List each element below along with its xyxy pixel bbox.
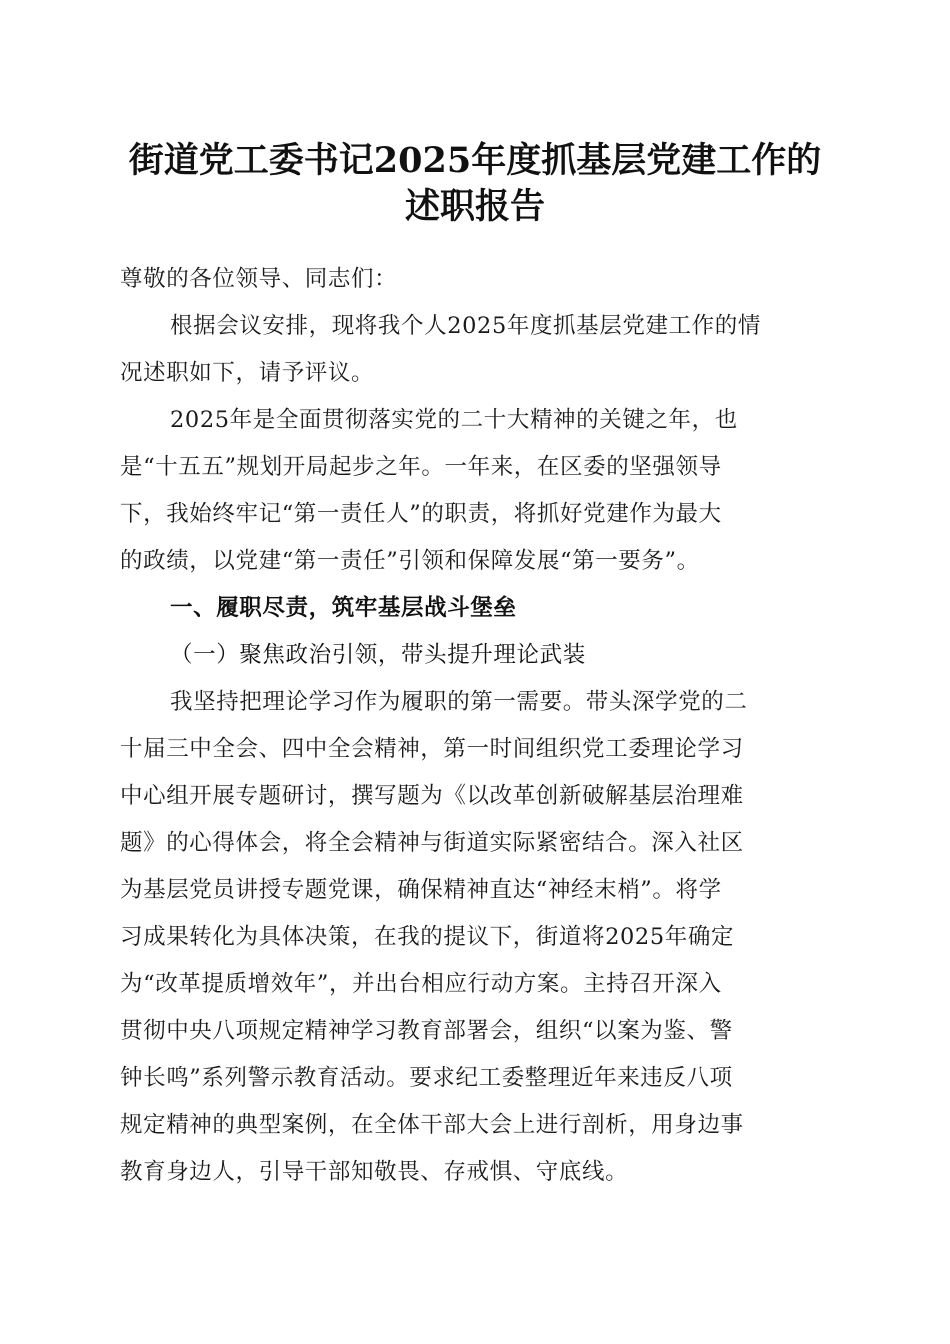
paragraph-3-line: 为“改革提质增效年”，并出台相应行动方案。主持召开深入 bbox=[120, 971, 722, 997]
subsection-heading-1: （一）聚焦政治引领，带头提升理论武装 bbox=[170, 642, 586, 668]
document-body bbox=[120, 256, 836, 1196]
paragraph-3-line: 中心组开展专题研讨，撰写题为《以改革创新破解基层治理难 bbox=[120, 783, 744, 809]
paragraph-2-line: 2025年是全面贯彻落实党的二十大精神的关键之年，也 bbox=[170, 407, 738, 433]
paragraph-2-line: 的政绩，以党建“第一责任”引领和保障发展“第一要务”。 bbox=[120, 548, 700, 574]
paragraph-2-line: 是“十五五”规划开局起步之年。一年来，在区委的坚强领导 bbox=[120, 454, 722, 480]
paragraph-3-line: 教育身边人，引导干部知敬畏、存戒惧、守底线。 bbox=[120, 1159, 629, 1185]
paragraph-3-line: 规定精神的典型案例，在全体干部大会上进行剖析，用身边事 bbox=[120, 1112, 744, 1138]
section-heading-1: 一、履职尽责，筑牢基层战斗堡垒 bbox=[170, 595, 517, 621]
paragraph-3-line: 钟长鸣”系列警示教育活动。要求纪工委整理近年来违反八项 bbox=[120, 1065, 733, 1091]
document-title-line-1: 街道党工委书记2025年度抓基层党建工作的 bbox=[128, 140, 822, 181]
paragraph-3-line: 为基层党员讲授专题党课，确保精神直达“神经末梢”。将学 bbox=[120, 877, 722, 903]
intro-line: 根据会议安排，现将我个人2025年度抓基层党建工作的情 bbox=[170, 313, 761, 339]
document-title-line-2: 述职报告 bbox=[404, 186, 545, 227]
paragraph-3-line: 十届三中全会、四中全会精神，第一时间组织党工委理论学习 bbox=[120, 736, 744, 762]
salutation: 尊敬的各位领导、同志们： bbox=[120, 266, 398, 292]
intro-line: 况述职如下，请予评议。 bbox=[120, 360, 375, 386]
paragraph-3-line: 题》的心得体会，将全会精神与街道实际紧密结合。深入社区 bbox=[120, 830, 744, 856]
paragraph-3-line: 贯彻中央八项规定精神学习教育部署会，组织“以案为鉴、警 bbox=[120, 1018, 733, 1044]
paragraph-3-line: 习成果转化为具体决策，在我的提议下，街道将2025年确定 bbox=[120, 924, 735, 950]
paragraph-2-line: 下，我始终牢记“第一责任人”的职责，将抓好党建作为最大 bbox=[120, 501, 722, 527]
paragraph-3-line: 我坚持把理论学习作为履职的第一需要。带头深学党的二 bbox=[170, 689, 748, 715]
